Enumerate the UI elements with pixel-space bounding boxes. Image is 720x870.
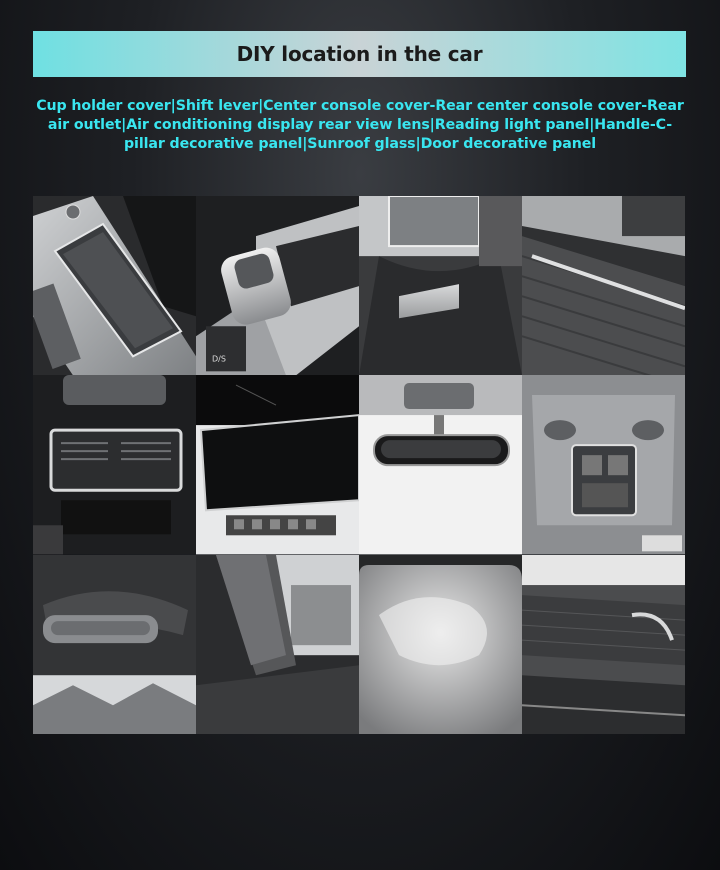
svg-text:D/S: D/S [212,354,226,364]
air-conditioning-display-photo [196,375,359,554]
page-title: DIY location in the car [236,42,483,66]
c-pillar-decorative-panel-photo [196,555,359,734]
rear-air-outlet-photo [33,375,196,554]
door-decorative-panel-photo [522,555,685,734]
title-banner [33,31,686,77]
rear-view-mirror-photo [359,375,522,554]
handle-photo [33,555,196,734]
rear-center-console-cover-photo [522,196,685,375]
cup-holder-cover-photo [33,196,196,375]
reading-light-panel-photo [522,375,685,554]
photo-gallery [33,196,685,734]
sunroof-glass-photo [359,555,522,734]
location-list-text: Cup holder cover|Shift lever|Center console cover-Rear center console cover-Rear air outlet|Air conditioning display rear view lens|Reading light panel|Handle-C-pillar decorative panel|Sunroof glass|Door decorative panel [36,98,684,152]
center-console-cover-photo [359,196,522,375]
shift-lever-photo [196,196,359,375]
